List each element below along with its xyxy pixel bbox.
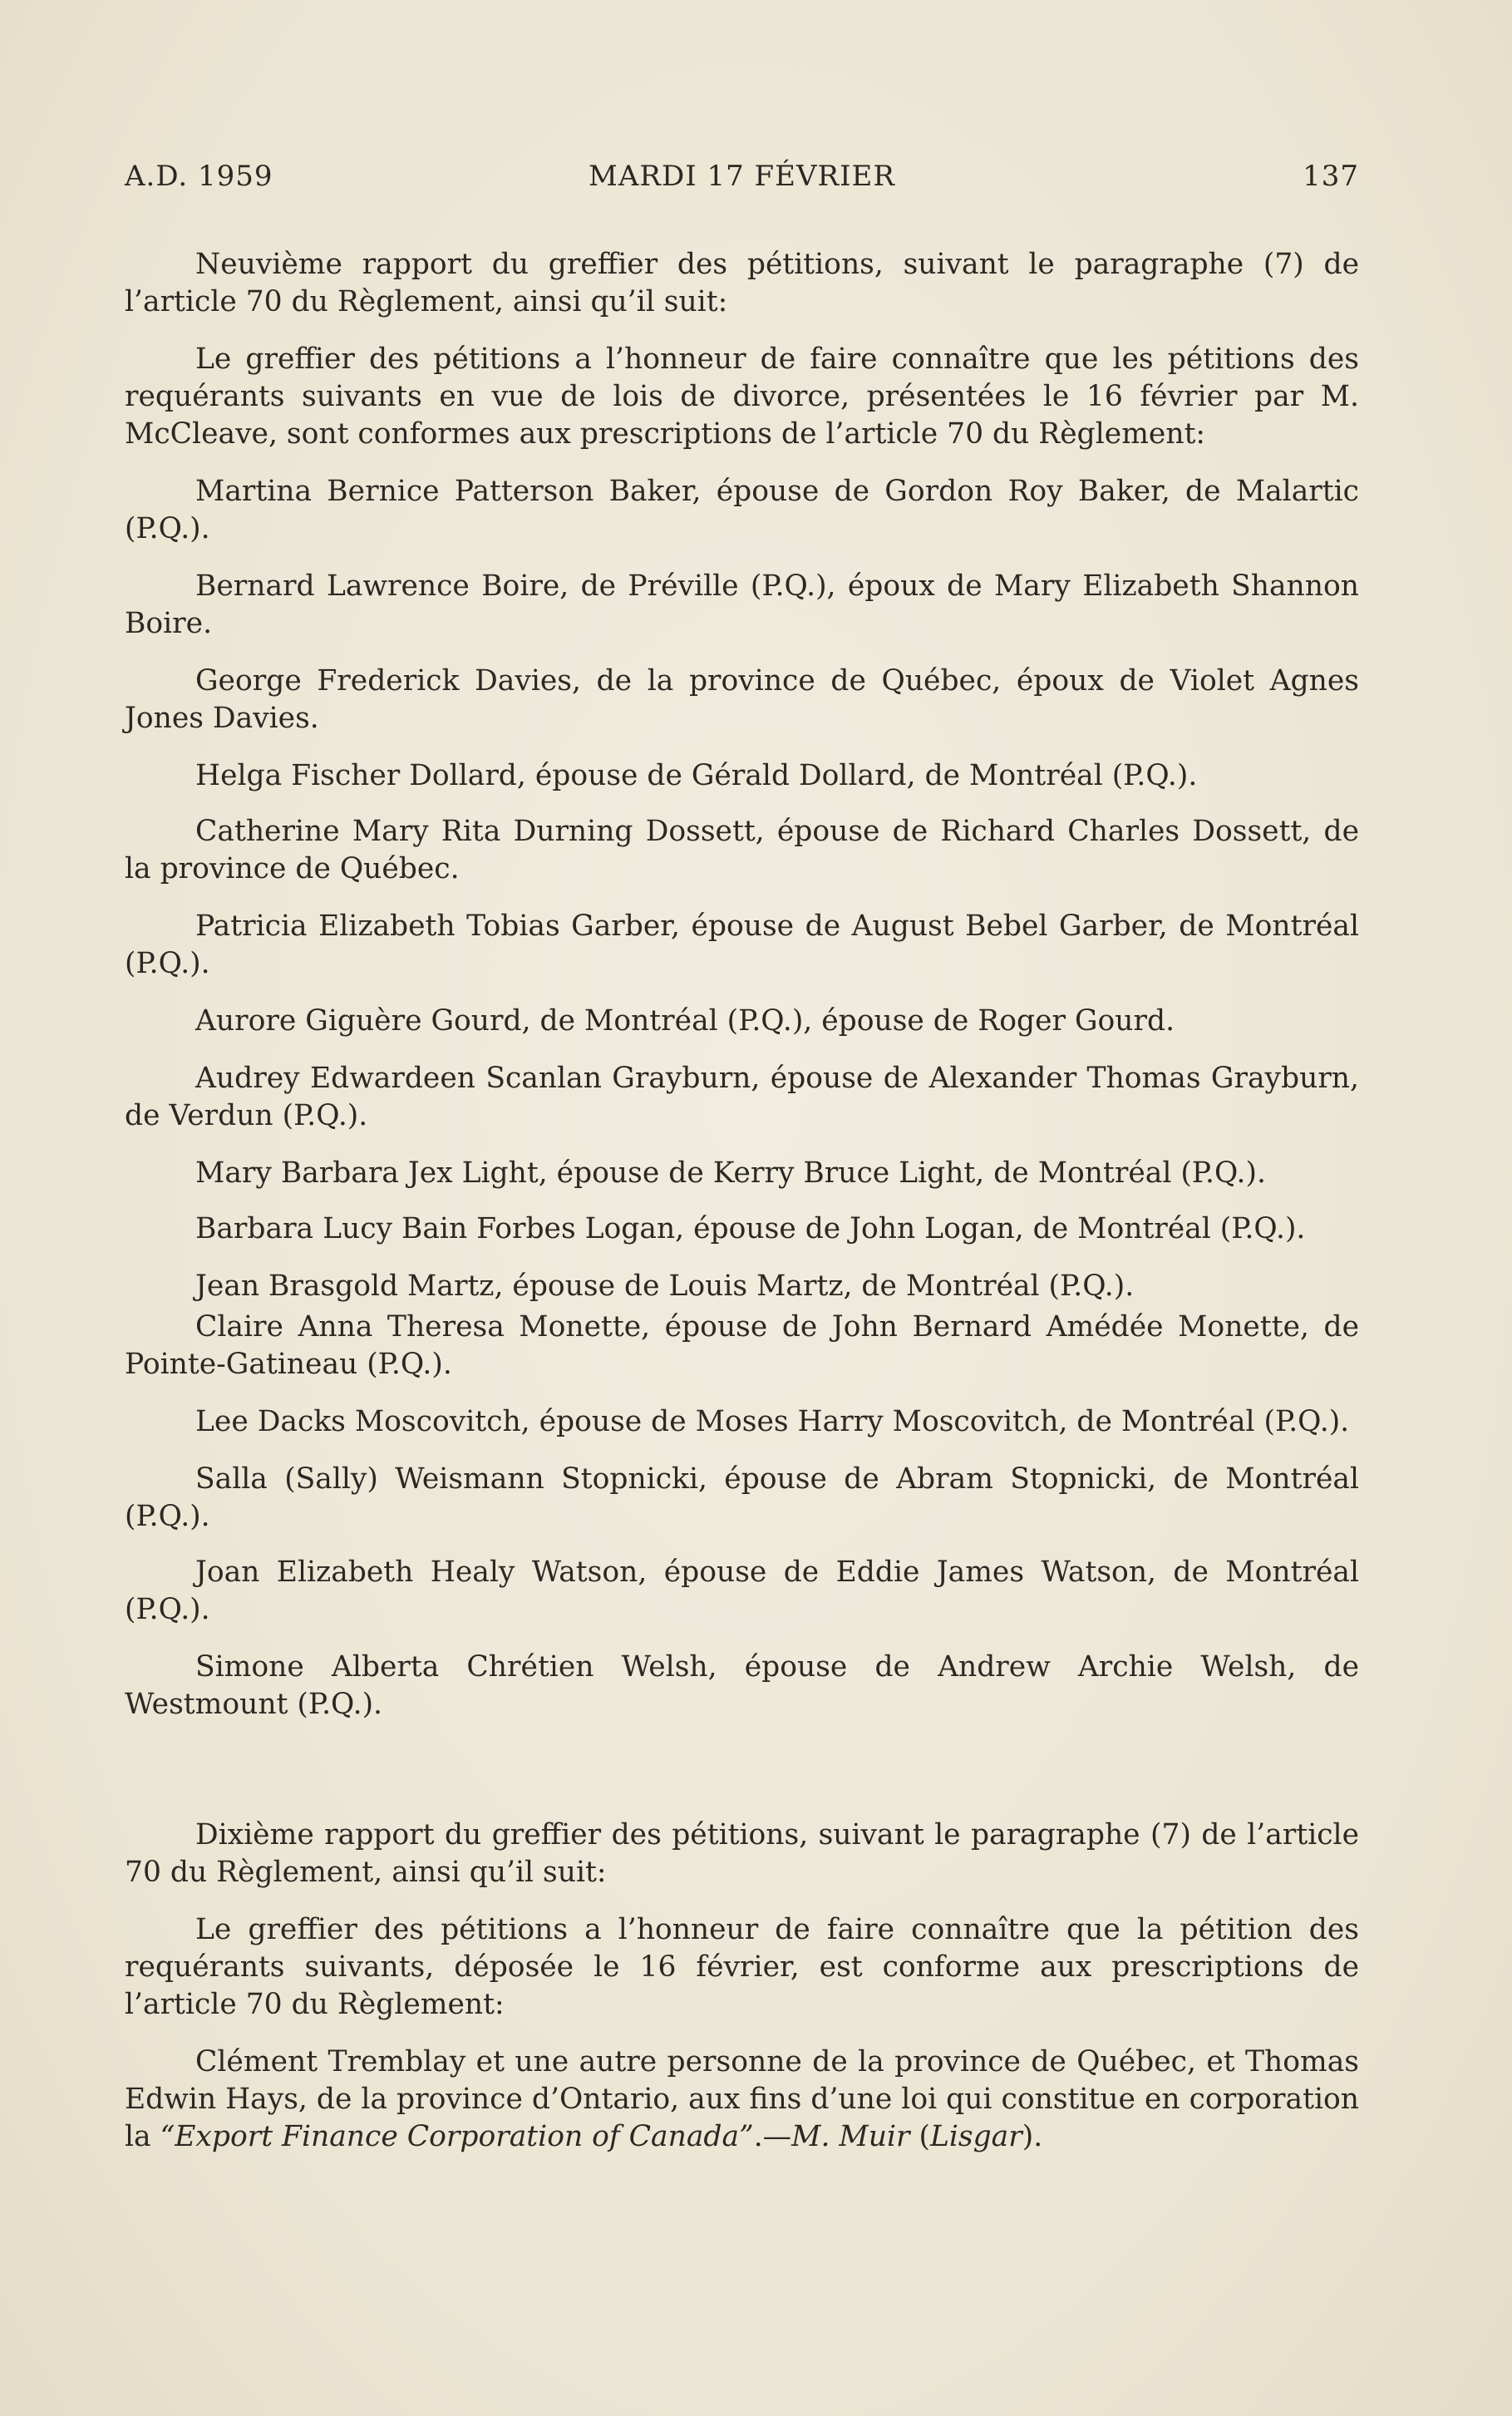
- petitioner-entry: Aurore Giguère Gourd, de Montréal (P.Q.), épouse de Roger Gourd.: [195, 1004, 1175, 1038]
- member-name: M. Muir: [791, 2120, 910, 2153]
- page-header: [125, 160, 1359, 201]
- corporation-name: “Export Finance Corporation of Canada”: [160, 2120, 754, 2153]
- report10-statement: Le greffier des pétitions a l’honneur de faire connaître que la pétition des requérants suivants, déposée le 16 février, est conforme aux prescriptions de l’article 70 du Règlement:: [125, 1913, 1359, 2021]
- petitioner-entry: Bernard Lawrence Boire, de Préville (P.Q.), époux de Mary Elizabeth Shannon Boire.: [125, 569, 1359, 640]
- petitioner-entry: George Frederick Davies, de la province de Québec, époux de Violet Agnes Jones Davies.: [125, 664, 1359, 735]
- header-date: MARDI 17 FÉVRIER: [589, 160, 895, 193]
- petitioner-entry: Audrey Edwardeen Scanlan Grayburn, épouse de Alexander Thomas Grayburn, de Verdun (P.Q.).: [125, 1062, 1359, 1132]
- petitioner-entry: Martina Bernice Patterson Baker, épouse de Gordon Roy Baker, de Malartic (P.Q.).: [125, 475, 1359, 545]
- header-year: A.D. 1959: [125, 160, 273, 193]
- petitioner-entry: Catherine Mary Rita Durning Dossett, épouse de Richard Charles Dossett, de la province de Québec.: [125, 815, 1359, 885]
- petitioner-entry: Salla (Sally) Weismann Stopnicki, épouse de Abram Stopnicki, de Montréal (P.Q.).: [125, 1462, 1359, 1533]
- report10-intro: Dixième rapport du greffier des pétitions, suivant le paragraphe (7) de l’article 70 du Règlement, ainsi qu’il suit:: [125, 1818, 1359, 1889]
- report9-intro: Neuvième rapport du greffier des pétitions, suivant le paragraphe (7) de l’article 70 du Règlement, ainsi qu’il suit:: [125, 248, 1359, 318]
- petitioner-entry: Joan Elizabeth Healy Watson, épouse de Eddie James Watson, de Montréal (P.Q.).: [125, 1556, 1359, 1626]
- riding-name: Lisgar: [929, 2120, 1022, 2153]
- paren-open: (: [909, 2120, 930, 2153]
- petitioner-entry: Helga Fischer Dollard, épouse de Gérald Dollard, de Montréal (P.Q.).: [195, 759, 1198, 792]
- dash: .—: [753, 2120, 792, 2153]
- page-body: [125, 246, 1359, 2156]
- paren-close: ).: [1022, 2120, 1043, 2153]
- petitioner-entry: Jean Brasgold Martz, épouse de Louis Martz, de Montréal (P.Q.).: [195, 1270, 1135, 1303]
- petitioner-entry: Simone Alberta Chrétien Welsh, épouse de Andrew Archie Welsh, de Westmount (P.Q.).: [125, 1650, 1359, 1721]
- petitioner-entry: Barbara Lucy Bain Forbes Logan, épouse de John Logan, de Montréal (P.Q.).: [195, 1212, 1306, 1245]
- petition-text: Clément Tremblay et une autre personne de la province de Québec, et Thomas Edwin Hays, de la province d’Ontario, aux fins d’une loi qui constitue en corporation la: [125, 2045, 1359, 2153]
- petitioner-entry: Claire Anna Theresa Monette, épouse de John Bernard Amédée Monette, de Pointe-Gatineau (P.Q.).: [125, 1310, 1359, 1381]
- page-number: 137: [1303, 160, 1359, 193]
- report10-petition-entry: [125, 2044, 1359, 2156]
- petitioner-entry: Lee Dacks Moscovitch, épouse de Moses Harry Moscovitch, de Montréal (P.Q.).: [195, 1405, 1350, 1438]
- petitioner-entry: Patricia Elizabeth Tobias Garber, épouse de August Bebel Garber, de Montréal (P.Q.).: [125, 910, 1359, 980]
- report9-statement: Le greffier des pétitions a l’honneur de faire connaître que les pétitions des requérants suivants en vue de lois de divorce, présentées le 16 février par M. McCleave, sont conformes aux prescriptions de l’article 70 du Règlement:: [125, 343, 1359, 451]
- petitioner-entry: Mary Barbara Jex Light, épouse de Kerry Bruce Light, de Montréal (P.Q.).: [195, 1156, 1266, 1190]
